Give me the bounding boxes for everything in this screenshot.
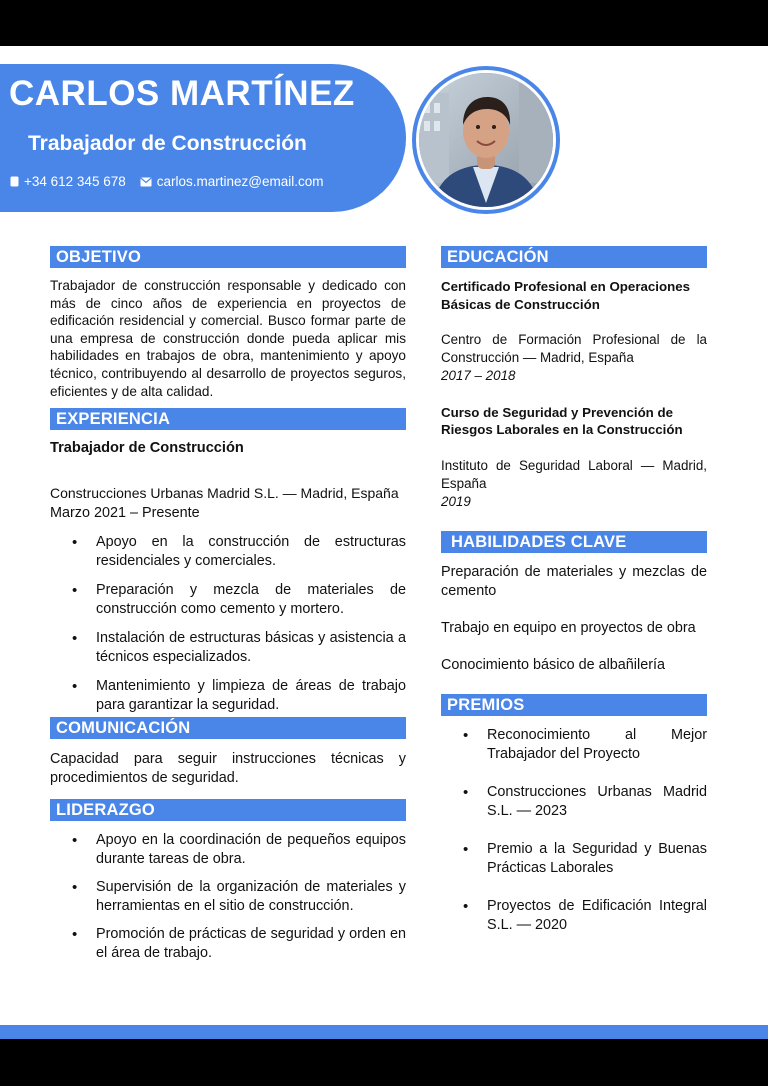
communication-text: Capacidad para seguir instrucciones técnicas y procedimientos de seguridad.: [50, 750, 406, 786]
skill-item: Preparación de materiales y mezclas de cemento: [441, 564, 707, 599]
right-column: [441, 246, 707, 935]
email-text: carlos.martinez@email.com: [156, 174, 324, 189]
list-item: • Mantenimiento y limpieza de áreas de trabajo para garantizar la seguridad.: [96, 677, 406, 715]
profile-photo: [416, 70, 556, 210]
list-item: • Preparación y mezcla de materiales de construcción como cemento y mortero.: [96, 581, 406, 619]
job-title: Trabajador de Construcción: [50, 440, 244, 457]
list-item: • Construcciones Urbanas Madrid S.L. — 2023: [487, 783, 707, 821]
list-item: • Premio a la Seguridad y Buenas Prácticas Laborales: [487, 840, 707, 878]
list-item: • Supervisión de la organización de materiales y herramientas en el sitio de construcción.: [96, 878, 406, 916]
footer-band: [0, 1025, 768, 1039]
contact-email: [140, 174, 324, 189]
awards-list: [441, 726, 707, 935]
contact-line: [10, 174, 337, 189]
phone-icon: [10, 176, 19, 187]
list-item: • Instalación de estructuras básicas y asistencia a técnicos especializados.: [96, 629, 406, 667]
education-dates: 2017 – 2018: [441, 368, 516, 383]
list-item: • Apoyo en la coordinación de pequeños equipos durante tareas de obra.: [96, 831, 406, 869]
section-heading-liderazgo: LIDERAZGO: [50, 799, 406, 821]
education-institution: Centro de Formación Profesional de la Construcción — Madrid, España: [441, 332, 707, 365]
section-heading-premios: PREMIOS: [441, 694, 707, 716]
envelope-icon: [140, 177, 152, 187]
candidate-role: Trabajador de Construcción: [28, 132, 307, 155]
education-dates: 2019: [441, 493, 471, 509]
skill-item: Trabajo en equipo en proyectos de obra: [441, 620, 696, 636]
objective-text: Trabajador de construcción responsable y dedicado con más de cinco años de experiencia en proyectos de edificación residencial y comercial. Busco formar parte de una empresa de construcción donde pueda aplicar mis habilidades en trabajos de obra, mantenimiento y apoyo técnico, contribuyendo al desarrollo de proyectos seguros, eficientes y de alta calidad.: [50, 278, 406, 399]
leadership-list: [50, 831, 406, 963]
education-institution: Instituto de Seguridad Laboral — Madrid, España: [441, 457, 707, 491]
list-item: • Proyectos de Edificación Integral S.L. — 2020: [487, 897, 707, 935]
list-item: • Promoción de prácticas de seguridad y orden en el área de trabajo.: [96, 925, 406, 963]
section-heading-experiencia: EXPERIENCIA: [50, 408, 406, 430]
list-item: • Apoyo en la construcción de estructuras residenciales y comerciales.: [96, 533, 406, 571]
phone-text: +34 612 345 678: [24, 174, 126, 189]
section-heading-habilidades: HABILIDADES CLAVE: [441, 531, 707, 553]
job-dates: Marzo 2021 – Presente: [50, 505, 200, 522]
experience-list: [50, 533, 406, 715]
section-heading-educacion: EDUCACIÓN: [441, 246, 707, 268]
job-company: Construcciones Urbanas Madrid S.L. — Madrid, España: [50, 485, 399, 502]
section-heading-objetivo: OBJETIVO: [50, 246, 406, 268]
left-column: [50, 246, 406, 963]
profile-photo-frame: [412, 66, 560, 214]
resume-page: [0, 46, 768, 1039]
candidate-name: CARLOS MARTÍNEZ: [9, 74, 355, 113]
education-title: Certificado Profesional en Operaciones Básicas de Construcción: [441, 279, 691, 312]
education-title: Curso de Seguridad y Prevención de Riesgos Laborales en la Construcción: [441, 404, 683, 437]
skill-item: Conocimiento básico de albañilería: [441, 657, 665, 673]
contact-phone: [10, 174, 126, 189]
list-item: • Reconocimiento al Mejor Trabajador del Proyecto: [487, 726, 707, 764]
section-heading-comunicacion: COMUNICACIÓN: [50, 717, 406, 739]
